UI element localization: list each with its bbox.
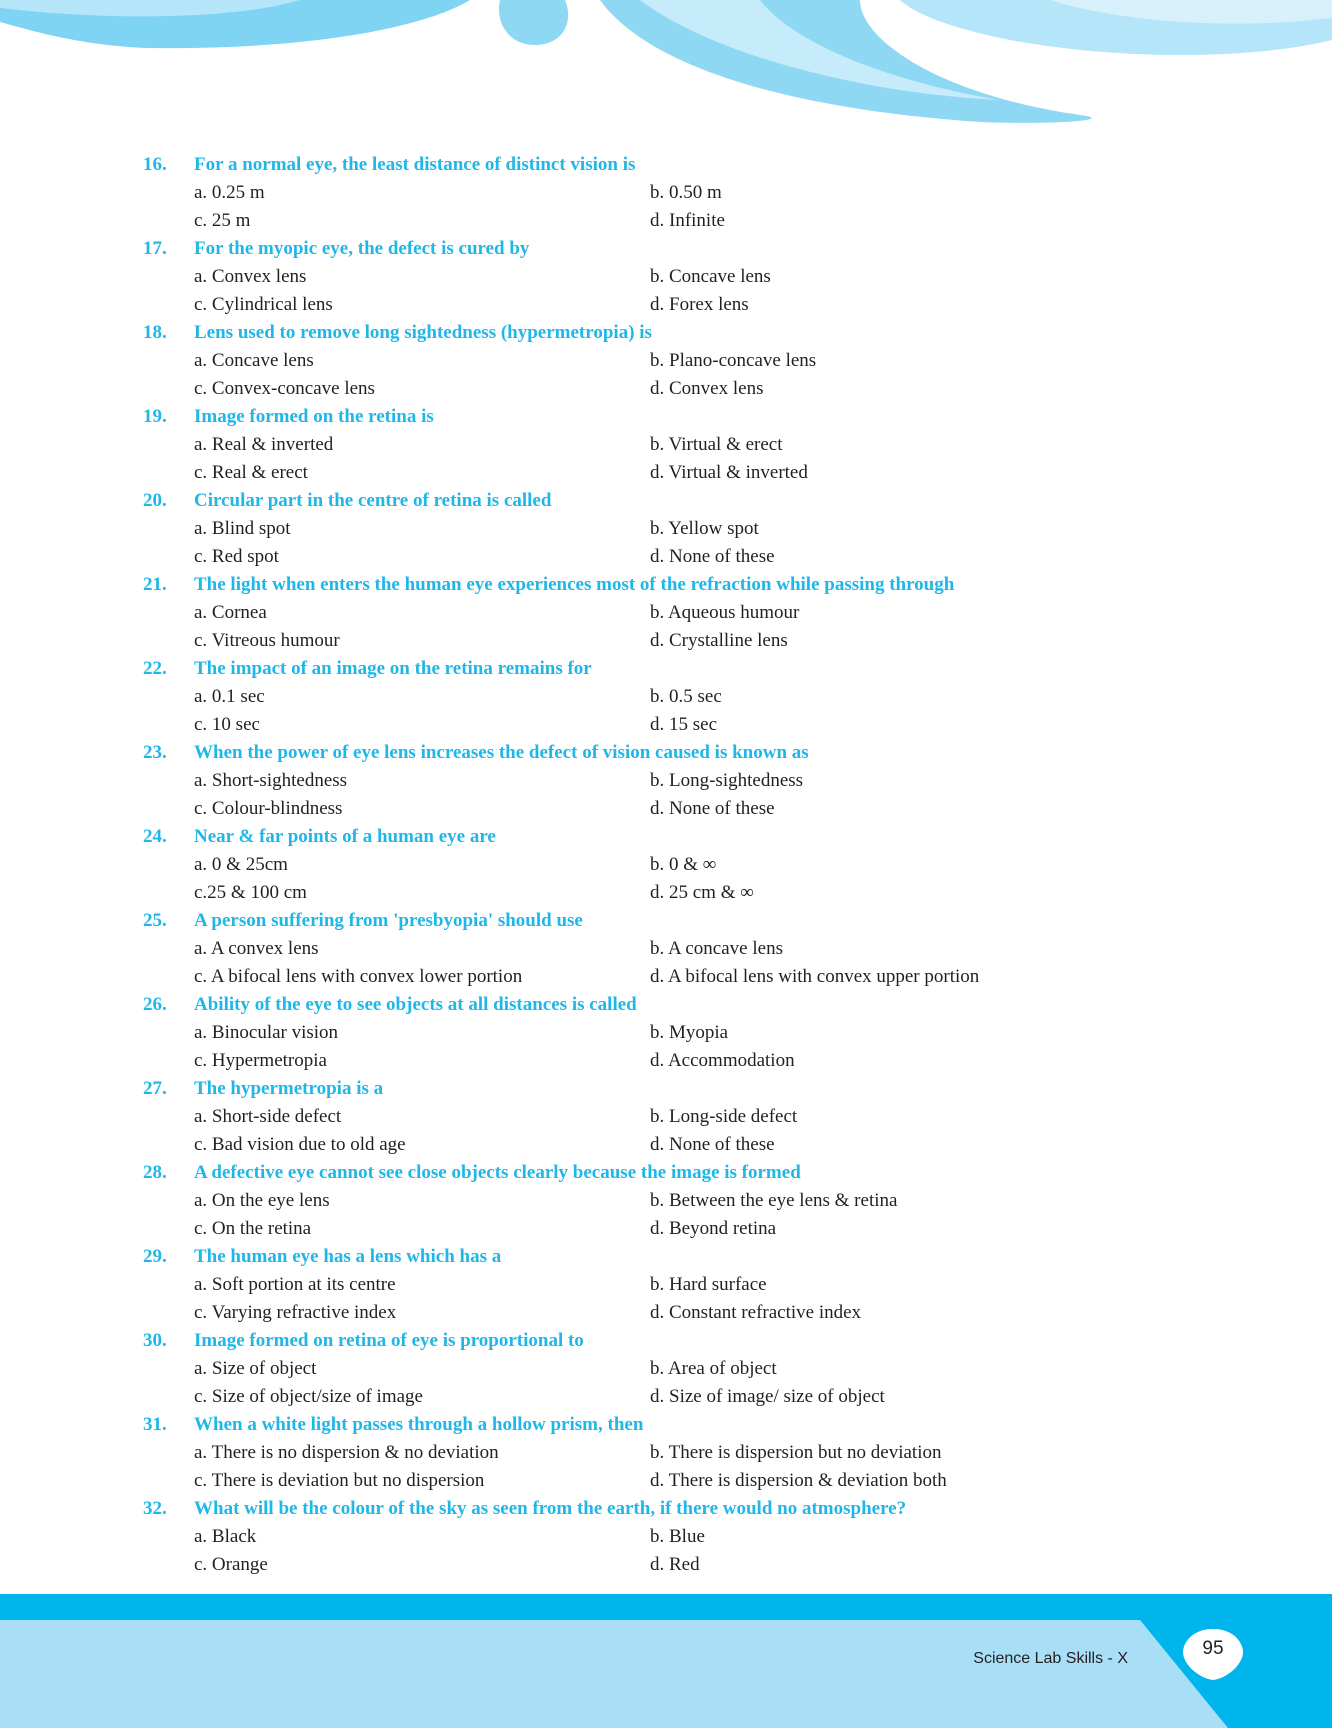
option-b: b. Concave lens [650,266,771,287]
option-a: a. There is no dispersion & no deviation [194,1442,499,1463]
question-number: 19. [143,406,167,427]
option-a: a. Real & inverted [194,434,334,455]
question-number: 28. [143,1162,167,1183]
option-b: b. Yellow spot [650,518,759,539]
question-27 [0,1075,1332,1159]
option-a: a. Cornea [194,602,267,623]
option-d: d. Size of image/ size of object [650,1386,885,1407]
question-text: Near & far points of a human eye are [194,826,496,847]
question-number: 24. [143,826,167,847]
question-23 [0,739,1332,823]
option-c: c. Cylindrical lens [194,294,333,315]
option-b: b. Hard surface [650,1274,767,1295]
question-text: The human eye has a lens which has a [194,1246,502,1267]
option-a: a. Size of object [194,1358,317,1379]
question-17 [0,235,1332,319]
question-text: When the power of eye lens increases the defect of vision caused is known as [194,742,809,763]
option-c: c. Varying refractive index [194,1302,397,1323]
question-28 [0,1159,1332,1243]
option-b: b. 0.50 m [650,182,722,203]
option-b: b. Long-sightedness [650,770,804,791]
option-b: b. Myopia [650,1022,729,1043]
option-c: c. Red spot [194,546,279,567]
option-d: d. 25 cm & ∞ [650,882,754,903]
question-26 [0,991,1332,1075]
option-b: b. Between the eye lens & retina [650,1190,898,1211]
question-16 [0,151,1332,235]
question-text: What will be the colour of the sky as seen from the earth, if there would no atmosphere? [194,1498,907,1519]
option-d: d. Crystalline lens [650,630,788,651]
option-a: a. 0 & 25cm [194,854,288,875]
option-a: a. Soft portion at its centre [194,1274,396,1295]
question-number: 18. [143,322,167,343]
option-c: c. Vitreous humour [194,630,340,651]
question-25 [0,907,1332,991]
option-b: b. 0 & ∞ [650,854,717,875]
question-text: Ability of the eye to see objects at all distances is called [194,994,637,1015]
question-number: 16. [143,154,167,175]
question-number: 29. [143,1246,167,1267]
option-c: c. Hypermetropia [194,1050,327,1071]
option-a: a. Convex lens [194,266,307,287]
option-d: d. Convex lens [650,378,764,399]
question-21 [0,571,1332,655]
option-c: c. Convex-concave lens [194,378,375,399]
question-29 [0,1243,1332,1327]
question-number: 32. [143,1498,167,1519]
question-text: When a white light passes through a hollow prism, then [194,1414,644,1435]
option-c: c.25 & 100 cm [194,882,307,903]
question-20 [0,487,1332,571]
question-text: Lens used to remove long sightedness (hypermetropia) is [194,322,652,343]
option-c: c. There is deviation but no dispersion [194,1470,485,1491]
question-number: 21. [143,574,167,595]
option-b: b. Aqueous humour [650,602,800,623]
question-text: Circular part in the centre of retina is called [194,490,552,511]
question-number: 30. [143,1330,167,1351]
option-a: a. A convex lens [194,938,319,959]
footer-decoration [0,1594,1332,1728]
question-31 [0,1411,1332,1495]
book-title: Science Lab Skills - X [973,1650,1128,1667]
question-22 [0,655,1332,739]
question-19 [0,403,1332,487]
option-a: a. Short-sightedness [194,770,348,791]
question-number: 27. [143,1078,167,1099]
question-text: A defective eye cannot see close objects clearly because the image is formed [194,1162,801,1183]
option-c: c. Orange [194,1554,268,1575]
option-b: b. There is dispersion but no deviation [650,1442,942,1463]
option-d: d. Infinite [650,210,725,231]
question-list [0,151,1332,1579]
option-d: d. None of these [650,798,775,819]
question-number: 20. [143,490,167,511]
option-d: d. There is dispersion & deviation both [650,1470,947,1491]
option-a: a. Short-side defect [194,1106,342,1127]
option-d: d. A bifocal lens with convex upper portion [650,966,980,987]
option-c: c. Bad vision due to old age [194,1134,406,1155]
option-a: a. 0.1 sec [194,686,265,707]
option-c: c. Colour-blindness [194,798,343,819]
option-d: d. Forex lens [650,294,749,315]
question-text: The hypermetropia is a [194,1078,384,1099]
question-18 [0,319,1332,403]
option-a: a. 0.25 m [194,182,265,203]
option-b: b. 0.5 sec [650,686,722,707]
option-c: c. Real & erect [194,462,308,483]
question-text: For the myopic eye, the defect is cured by [194,238,530,259]
question-text: A person suffering from 'presbyopia' should use [194,910,583,931]
option-a: a. Blind spot [194,518,291,539]
option-b: b. Blue [650,1526,705,1547]
option-b: b. Area of object [650,1358,777,1379]
question-text: For a normal eye, the least distance of distinct vision is [194,154,636,175]
option-b: b. A concave lens [650,938,783,959]
question-text: Image formed on the retina is [194,406,434,427]
question-number: 22. [143,658,167,679]
option-b: b. Plano-concave lens [650,350,817,371]
option-d: d. Constant refractive index [650,1302,862,1323]
option-d: d. None of these [650,546,775,567]
question-number: 17. [143,238,167,259]
option-d: d. Red [650,1554,700,1575]
option-a: a. Concave lens [194,350,314,371]
option-c: c. 25 m [194,210,251,231]
option-d: d. Beyond retina [650,1218,777,1239]
option-d: d. Accommodation [650,1050,795,1071]
option-a: a. On the eye lens [194,1190,330,1211]
option-c: c. A bifocal lens with convex lower portion [194,966,523,987]
option-c: c. Size of object/size of image [194,1386,423,1407]
question-24 [0,823,1332,907]
question-text: The impact of an image on the retina remains for [194,658,592,679]
question-30 [0,1327,1332,1411]
option-c: c. 10 sec [194,714,260,735]
option-a: a. Binocular vision [194,1022,339,1043]
question-number: 31. [143,1414,167,1435]
option-d: d. 15 sec [650,714,718,735]
option-c: c. On the retina [194,1218,312,1239]
option-d: d. None of these [650,1134,775,1155]
page-number: 95 [1202,1638,1224,1659]
option-b: b. Virtual & erect [650,434,783,455]
question-number: 23. [143,742,167,763]
question-number: 26. [143,994,167,1015]
question-number: 25. [143,910,167,931]
question-text: The light when enters the human eye experiences most of the refraction while passing through [194,574,955,595]
question-text: Image formed on retina of eye is proportional to [194,1330,584,1351]
option-a: a. Black [194,1526,257,1547]
option-d: d. Virtual & inverted [650,462,808,483]
option-b: b. Long-side defect [650,1106,798,1127]
header-decoration [0,0,1332,140]
page-footer [0,1594,1332,1728]
question-32 [0,1495,1332,1579]
